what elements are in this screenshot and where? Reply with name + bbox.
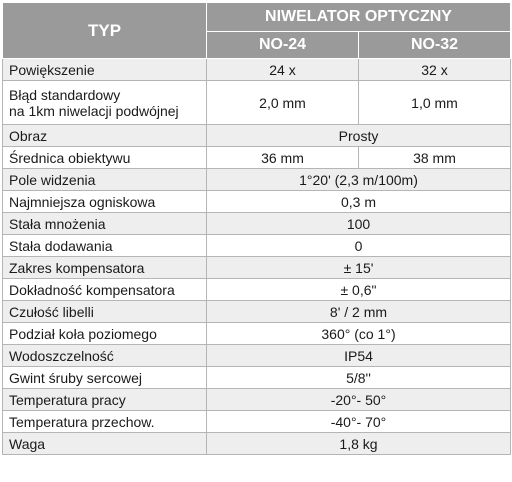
row-label: Pole widzenia bbox=[3, 169, 207, 191]
table-row bbox=[3, 323, 511, 345]
table-row bbox=[3, 191, 511, 213]
header-row-group bbox=[3, 3, 511, 32]
row-label: Temperatura pracy bbox=[3, 389, 207, 411]
group-header: NIWELATOR OPTYCZNY bbox=[207, 3, 511, 32]
row-label-line1: Błąd standardowy bbox=[9, 86, 121, 103]
row-value: 2,0 mm bbox=[207, 81, 359, 125]
table-row bbox=[3, 433, 511, 455]
row-label: Stała mnożenia bbox=[3, 213, 207, 235]
table-row bbox=[3, 125, 511, 147]
row-value: 5/8'' bbox=[207, 367, 511, 389]
row-label: Zakres kompensatora bbox=[3, 257, 207, 279]
table-row bbox=[3, 345, 511, 367]
row-value: Prosty bbox=[207, 125, 511, 147]
model-header-no24: NO-24 bbox=[207, 32, 359, 59]
row-label: Dokładność kompensatora bbox=[3, 279, 207, 301]
table-row bbox=[3, 169, 511, 191]
typ-header: TYP bbox=[3, 3, 207, 59]
row-label: Stała dodawania bbox=[3, 235, 207, 257]
table-row bbox=[3, 213, 511, 235]
row-label: Średnica obiektywu bbox=[3, 147, 207, 169]
row-value: 1,0 mm bbox=[359, 81, 511, 125]
row-label: Czułość libelli bbox=[3, 301, 207, 323]
row-label: Powiększenie bbox=[3, 59, 207, 81]
row-label: Obraz bbox=[3, 125, 207, 147]
table-row bbox=[3, 147, 511, 169]
row-label: Gwint śruby sercowej bbox=[3, 367, 207, 389]
table-row bbox=[3, 59, 511, 81]
row-value: 32 x bbox=[359, 59, 511, 81]
row-value: ± 0,6" bbox=[207, 279, 511, 301]
row-value: 0 bbox=[207, 235, 511, 257]
row-value: IP54 bbox=[207, 345, 511, 367]
model-header-no32: NO-32 bbox=[359, 32, 511, 59]
row-label: Temperatura przechow. bbox=[3, 411, 207, 433]
row-label: Najmniejsza ogniskowa bbox=[3, 191, 207, 213]
row-value: 1,8 kg bbox=[207, 433, 511, 455]
table-row bbox=[3, 367, 511, 389]
table-row bbox=[3, 301, 511, 323]
row-value: -20°- 50° bbox=[207, 389, 511, 411]
row-value: 24 x bbox=[207, 59, 359, 81]
row-value: -40°- 70° bbox=[207, 411, 511, 433]
row-label: Wodoszczelność bbox=[3, 345, 207, 367]
row-label-line2: na 1km niwelacji podwójnej bbox=[9, 102, 179, 119]
table-row bbox=[3, 235, 511, 257]
row-label: Podział koła poziomego bbox=[3, 323, 207, 345]
spec-table bbox=[2, 2, 511, 455]
row-value: 1°20' (2,3 m/100m) bbox=[207, 169, 511, 191]
row-value: 8' / 2 mm bbox=[207, 301, 511, 323]
row-label: Waga bbox=[3, 433, 207, 455]
table-row bbox=[3, 279, 511, 301]
row-value: 360° (co 1°) bbox=[207, 323, 511, 345]
table-row bbox=[3, 411, 511, 433]
row-label bbox=[3, 81, 207, 125]
row-value: 38 mm bbox=[359, 147, 511, 169]
row-value: 0,3 m bbox=[207, 191, 511, 213]
table-row bbox=[3, 389, 511, 411]
table-row bbox=[3, 257, 511, 279]
row-value: 100 bbox=[207, 213, 511, 235]
table-row bbox=[3, 81, 511, 125]
row-value: 36 mm bbox=[207, 147, 359, 169]
row-value: ± 15' bbox=[207, 257, 511, 279]
